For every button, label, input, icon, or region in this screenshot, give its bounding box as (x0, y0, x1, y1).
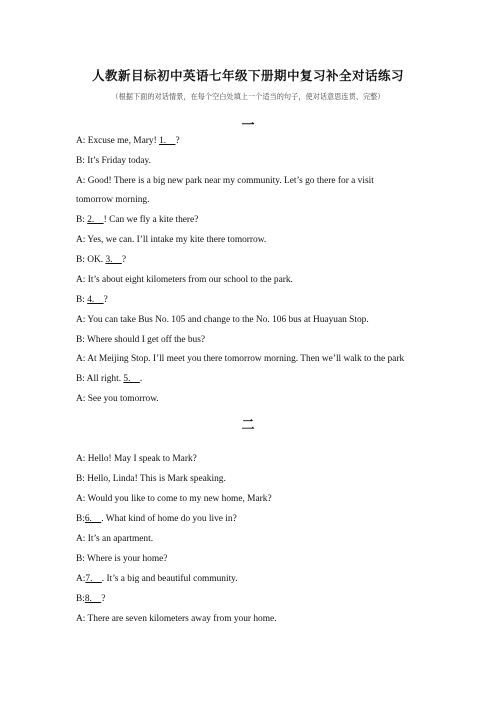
answer-blank-4[interactable]: 4. (87, 295, 104, 305)
dialogue-line: A: Yes, we can. I’ll intake my kite there tomorrow. (76, 235, 267, 245)
section-1-heading: 一 (241, 118, 255, 133)
instruction-text: （根据下面的对话情景，在每个空白处填上一个适当的句子，使对话意思连贯、完整） (111, 92, 385, 101)
answer-blank-7[interactable]: 7. (85, 574, 102, 584)
dialogue-line: A: You can take Bus No. 105 and change to the No. 106 bus at Huayuan Stop. (76, 315, 369, 325)
section-2-heading: 二 (241, 418, 255, 433)
dialogue-line: A: At Meijing Stop. I’ll meet you there tomorrow morning. Then we’ll walk to the park (76, 354, 405, 364)
dialogue-line: A: See you tomorrow. (76, 394, 159, 404)
answer-blank-5[interactable]: 5. (123, 374, 140, 384)
answer-blank-2[interactable]: 2. (87, 215, 104, 225)
dialogue-line: A: It’s about eight kilometers from our school to the park. (76, 275, 293, 285)
dialogue-line: A: It’s an apartment. (76, 534, 154, 544)
dialogue-line: A: Hello! May I speak to Mark? (76, 454, 197, 464)
dialogue-line: B:8. ? (76, 594, 106, 604)
dialogue-line: B: 4. ? (76, 295, 108, 305)
dialogue-line: B: 2. ! Can we fly a kite there? (76, 215, 199, 225)
dialogue-line: A: There are seven kilometers away from your home. (76, 614, 277, 624)
answer-blank-6[interactable]: 6. (84, 514, 102, 524)
answer-blank-3[interactable]: 3. (105, 255, 122, 265)
dialogue-line: B: Where is your home? (76, 554, 168, 564)
answer-blank-1[interactable]: 1. (159, 136, 176, 146)
page-title: 人教新目标初中英语七年级下册期中复习补全对话练习 (91, 68, 404, 83)
dialogue-line: B: Where should I get off the bus? (76, 335, 206, 345)
dialogue-line: B:6. . What kind of home do you live in? (76, 514, 237, 524)
dialogue-line: B: Hello, Linda! This is Mark speaking. (76, 474, 226, 484)
dialogue-line: A: Good! There is a big new park near my community. Let’s go there for a visit (76, 176, 374, 186)
dialogue-line: tomorrow morning. (76, 195, 150, 205)
dialogue-line: A: Excuse me, Mary! 1. ? (76, 136, 180, 146)
dialogue-line: A:7. . It’s a big and beautiful community. (76, 574, 238, 584)
dialogue-line: B: All right. 5. . (76, 374, 143, 384)
dialogue-line: B: OK. 3. ? (76, 255, 127, 265)
dialogue-line: B: It’s Friday today. (76, 156, 151, 166)
answer-blank-8[interactable]: 8. (84, 594, 102, 604)
dialogue-line: A: Would you like to come to my new home, Mark? (76, 494, 272, 504)
